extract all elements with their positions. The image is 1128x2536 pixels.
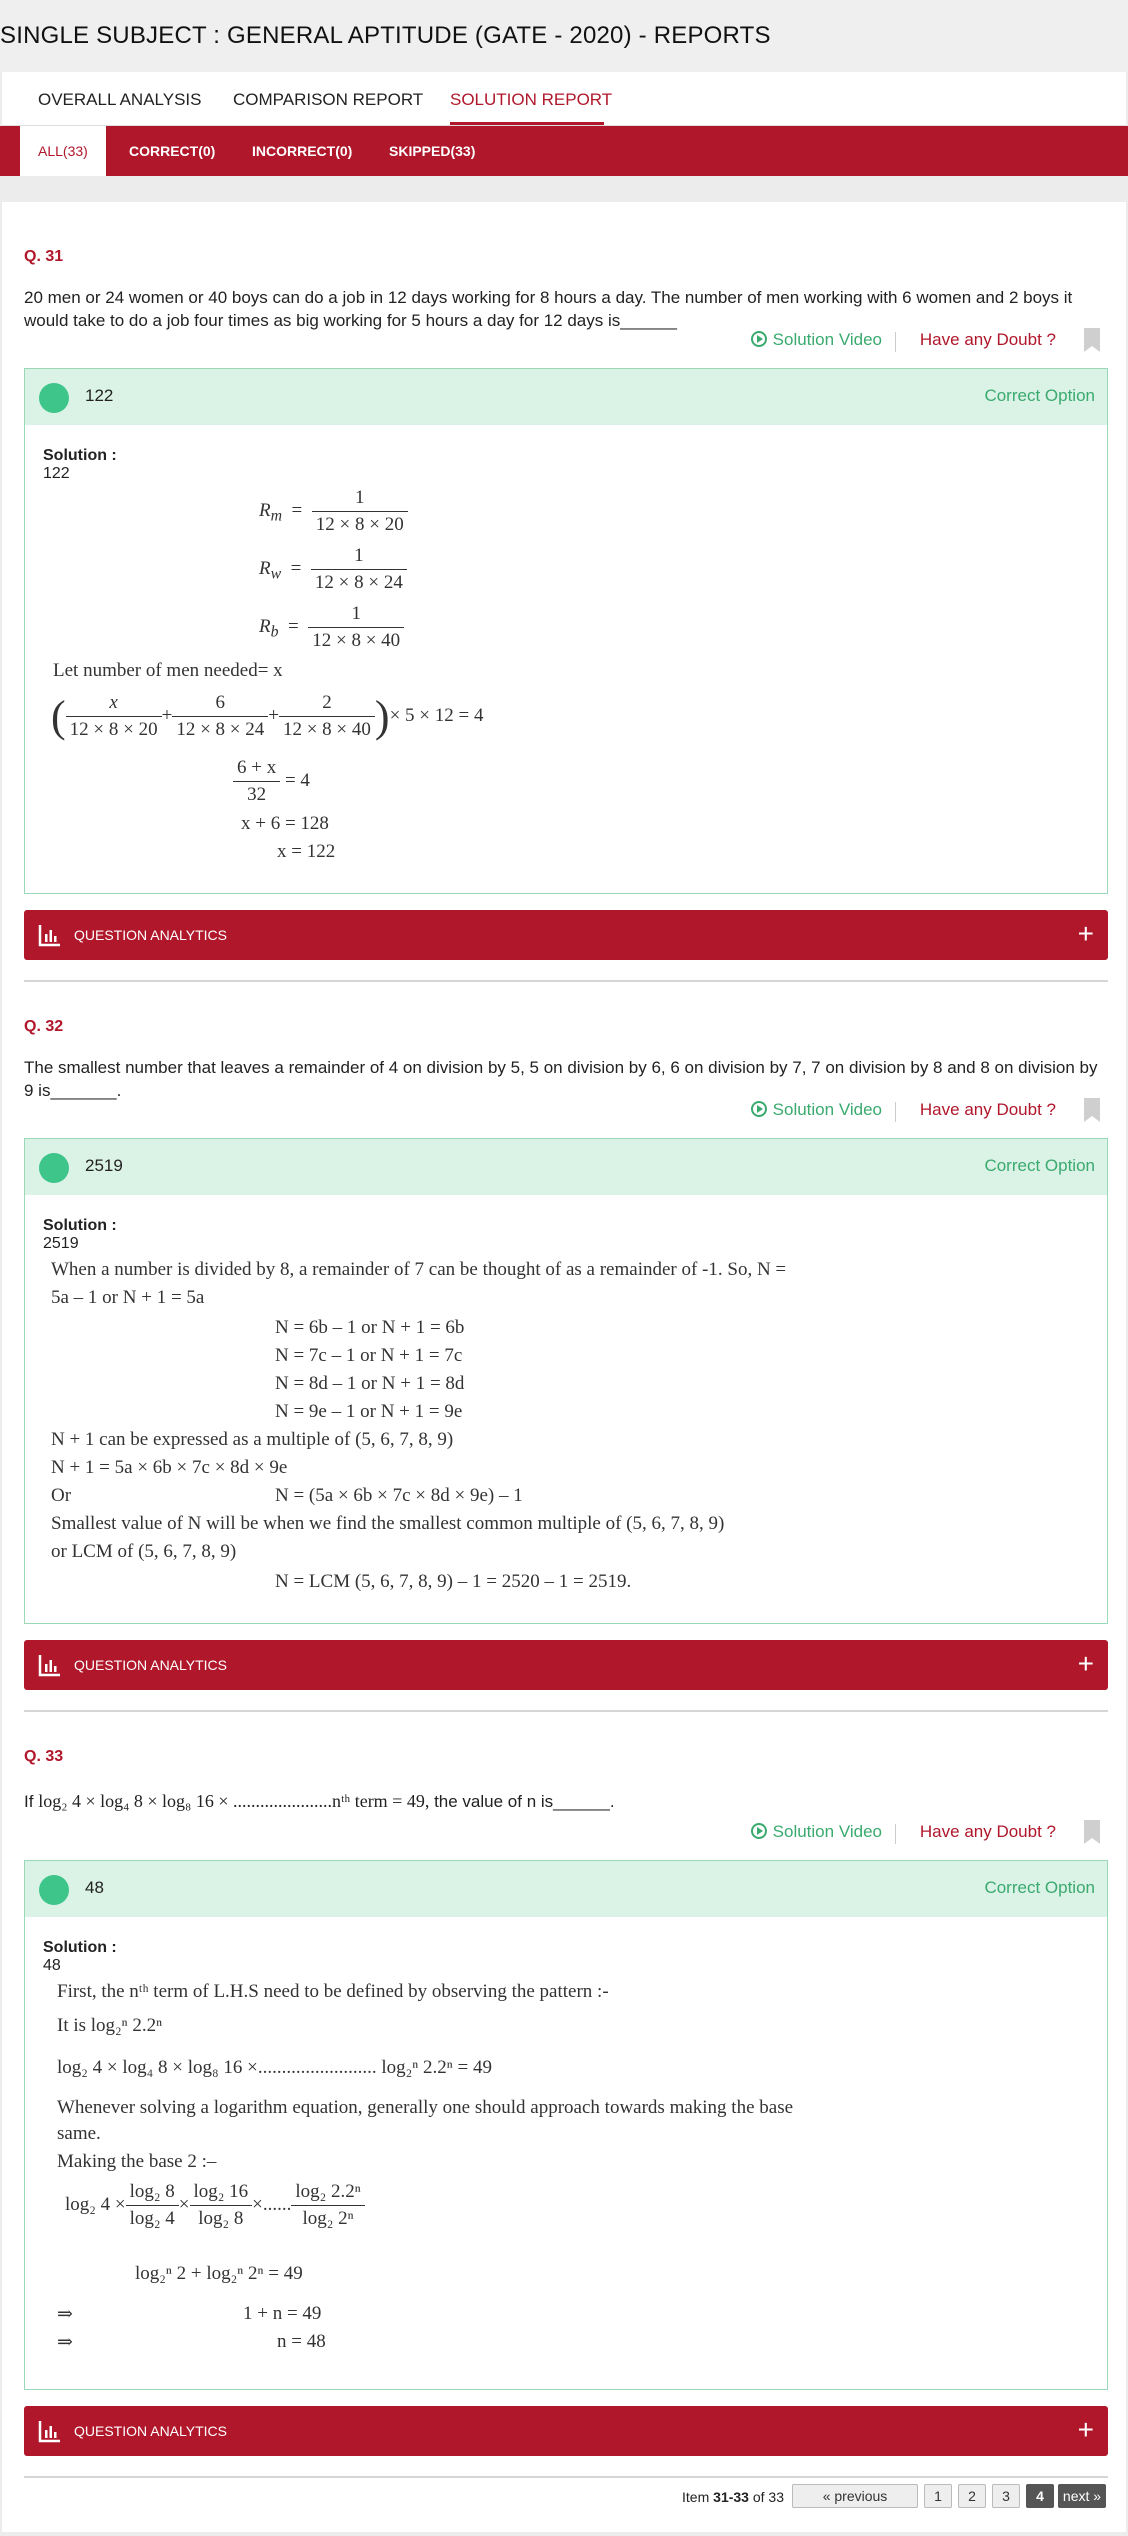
tab-overall-analysis[interactable]: OVERALL ANALYSIS xyxy=(38,90,202,109)
question-divider xyxy=(24,1710,1108,1712)
solution-line: N = 6b – 1 or N + 1 = 6b xyxy=(275,1317,465,1338)
base-change-equation: log₂ 4 × $\frac{\text{log₂ 8}}{\text{log₂ 4}}$ × $\frac{\text{log₂ 16}}{\text{log₂ 8}}$ ×...... $\frac{\text{log₂ 2.2ⁿ}}{\text{log₂ 2ⁿ}}$ xyxy=(65,2181,365,2230)
implies-arrow: ⇒ xyxy=(57,2304,73,2325)
question-actions xyxy=(726,330,1126,356)
implies-arrow: ⇒ xyxy=(57,2332,73,2353)
solution-line: Whenever solving a logarithm equation, generally one should approach towards making the base xyxy=(57,2097,794,2118)
play-icon xyxy=(751,1823,767,1839)
answer-box xyxy=(24,368,1108,894)
solution-line: log₂ 4 × log₄ 8 × log₈ 16 ×......................... log₂ⁿ 2.2ⁿ = 49 xyxy=(57,2057,492,2078)
solution-video-label: Solution Video xyxy=(772,1822,882,1841)
solution-label: Solution : xyxy=(43,447,117,464)
answer-box xyxy=(24,1138,1108,1624)
solution-line: N + 1 can be expressed as a multiple of (5, 6, 7, 8, 9) xyxy=(51,1429,454,1450)
solution-line: N = 8d – 1 or N + 1 = 8d xyxy=(275,1373,465,1394)
question-divider xyxy=(24,980,1108,982)
page-title: SINGLE SUBJECT : GENERAL APTITUDE (GATE - 2020) - REPORTS xyxy=(0,22,771,49)
question-analytics-label: QUESTION ANALYTICS xyxy=(74,2423,227,2439)
solution-video-link[interactable] xyxy=(751,1822,882,1842)
correct-dot-icon xyxy=(39,1153,69,1183)
correct-option-label: Correct Option xyxy=(984,1156,1095,1175)
solution-line: 5a – 1 or N + 1 = 5a xyxy=(51,1287,205,1308)
solution-line: log₂ⁿ 2 + log₂ⁿ 2ⁿ = 49 xyxy=(135,2263,303,2284)
divider xyxy=(895,1102,896,1122)
next-page-button[interactable]: next » xyxy=(1058,2484,1106,2508)
analytics-chart-icon xyxy=(38,923,62,947)
answer-box xyxy=(24,1860,1108,2390)
question-text: If log₂ 4 × log₄ 8 × log₈ 16 × ......................nᵗʰ term = 49, the value of n is______. xyxy=(24,1791,615,1811)
previous-page-button[interactable]: « previous xyxy=(792,2484,918,2508)
solution-video-label: Solution Video xyxy=(772,1100,882,1119)
divider xyxy=(895,332,896,352)
solution-line: n = 48 xyxy=(277,2331,326,2352)
question-analytics-label: QUESTION ANALYTICS xyxy=(74,927,227,943)
question-text: The smallest number that leaves a remainder of 4 on division by 5, 5 on division by 6, 6 on division by 7, 7 on division by 8 and 8 on division by 9 is_______. xyxy=(24,1058,1098,1100)
page-button-2[interactable]: 2 xyxy=(958,2484,986,2508)
solution-value: 48 xyxy=(43,1957,61,1974)
solution-line: Or xyxy=(51,1485,72,1506)
let-statement: Let number of men needed= x xyxy=(53,660,283,681)
tab-comparison-report[interactable]: COMPARISON REPORT xyxy=(233,90,424,109)
rate-boys-equation: $R_b$ = $\frac{1}{12 \times 8 \times 40}$ xyxy=(259,603,404,652)
combined-equation: ( $\frac{x}{12 \times 8 \times 20}$ + $\frac{6}{12 \times 8 \times 24}$ + $\frac{2}{12 \times 8 \times 40}$ )× 5 × 12 = 4 xyxy=(51,692,484,741)
expand-plus-icon: + xyxy=(1077,1648,1094,1679)
filter-incorrect[interactable]: INCORRECT(0) xyxy=(252,143,353,159)
answer-value: 48 xyxy=(85,1878,104,1897)
tab-solution-report[interactable]: SOLUTION REPORT xyxy=(450,90,613,109)
pagination xyxy=(506,2484,1106,2510)
question-number: Q. 33 xyxy=(24,1748,64,1765)
answer-header xyxy=(25,1861,1107,1917)
solution-line: When a number is divided by 8, a remainder of 7 can be thought of as a remainder of -1. So, N = xyxy=(51,1259,787,1280)
report-tabs xyxy=(2,72,1126,126)
solution-line: N = (5a × 6b × 7c × 8d × 9e) – 1 xyxy=(275,1485,523,1506)
solution-line: It is log₂ⁿ 2.2ⁿ xyxy=(57,2015,163,2036)
solution-video-link[interactable] xyxy=(751,1100,882,1120)
answer-header xyxy=(25,1139,1107,1195)
solution-video-link[interactable] xyxy=(751,330,882,350)
analytics-chart-icon xyxy=(38,2419,62,2443)
question-analytics-label: QUESTION ANALYTICS xyxy=(74,1657,227,1673)
solutions-panel xyxy=(2,202,1126,2532)
solution-line: N + 1 = 5a × 6b × 7c × 8d × 9e xyxy=(51,1457,288,1478)
analytics-chart-icon xyxy=(38,1653,62,1677)
top-bar xyxy=(0,0,1128,72)
question-number: Q. 31 xyxy=(24,248,64,265)
equation-result: x = 122 xyxy=(277,841,336,862)
bookmark-icon[interactable] xyxy=(1084,328,1100,352)
question-text: 20 men or 24 women or 40 boys can do a job in 12 days working for 8 hours a day. The number of men working with 6 women and 2 boys it would take to do a job four times as big working for 5 hours a day for 12 days is______ xyxy=(24,288,1073,330)
solution-value: 2519 xyxy=(43,1235,79,1252)
simplified-equation: $\frac{6 + x}{32}$ = 4 xyxy=(233,757,310,806)
filter-bar xyxy=(0,126,1128,176)
expand-plus-icon: + xyxy=(1077,2414,1094,2445)
bookmark-icon[interactable] xyxy=(1084,1098,1100,1122)
filter-all[interactable]: ALL(33) xyxy=(20,126,106,176)
solution-line: N = 7c – 1 or N + 1 = 7c xyxy=(275,1345,463,1366)
question-analytics-bar[interactable] xyxy=(24,1640,1108,1690)
question-analytics-bar[interactable] xyxy=(24,910,1108,960)
play-icon xyxy=(751,1101,767,1117)
correct-dot-icon xyxy=(39,1875,69,1905)
have-doubt-link[interactable]: Have any Doubt ? xyxy=(919,1100,1056,1119)
active-tab-indicator xyxy=(450,122,604,125)
rate-women-equation: $R_w$ = $\frac{1}{12 \times 8 \times 24}$ xyxy=(259,545,407,594)
solution-line: N = 9e – 1 or N + 1 = 9e xyxy=(275,1401,463,1422)
solution-value: 122 xyxy=(43,465,70,482)
solution-label: Solution : xyxy=(43,1939,117,1956)
correct-option-label: Correct Option xyxy=(984,386,1095,405)
pagination-info: Item 31-33 of 33 xyxy=(682,2489,784,2505)
question-actions xyxy=(726,1822,1126,1848)
have-doubt-link[interactable]: Have any Doubt ? xyxy=(919,1822,1056,1841)
page-button-4-current[interactable]: 4 xyxy=(1026,2484,1054,2508)
equation-step: x + 6 = 128 xyxy=(241,813,329,834)
question-number: Q. 32 xyxy=(24,1018,64,1035)
solution-line: Smallest value of N will be when we find the smallest common multiple of (5, 6, 7, 8, 9) xyxy=(51,1513,725,1534)
rate-men-equation: $R_m$ = $\frac{1}{12 \times 8 \times 20}$ xyxy=(259,487,408,536)
page-button-3[interactable]: 3 xyxy=(992,2484,1020,2508)
solution-line: same. xyxy=(57,2123,101,2144)
answer-value: 2519 xyxy=(85,1156,123,1175)
divider xyxy=(895,1824,896,1844)
solution-line: First, the nᵗʰ term of L.H.S need to be defined by observing the pattern :- xyxy=(57,1981,609,2002)
answer-value: 122 xyxy=(85,386,114,405)
solution-line: N = LCM (5, 6, 7, 8, 9) – 1 = 2520 – 1 = 2519. xyxy=(275,1571,632,1592)
question-analytics-bar[interactable] xyxy=(24,2406,1108,2456)
correct-option-label: Correct Option xyxy=(984,1878,1095,1897)
filter-correct[interactable]: CORRECT(0) xyxy=(129,143,216,159)
bookmark-icon[interactable] xyxy=(1084,1820,1100,1844)
solution-video-label: Solution Video xyxy=(772,330,882,349)
correct-dot-icon xyxy=(39,383,69,413)
solution-label: Solution : xyxy=(43,1217,117,1234)
expand-plus-icon: + xyxy=(1077,918,1094,949)
filter-skipped[interactable]: SKIPPED(33) xyxy=(389,143,476,159)
solution-line: or LCM of (5, 6, 7, 8, 9) xyxy=(51,1541,237,1562)
answer-header xyxy=(25,369,1107,425)
play-icon xyxy=(751,331,767,347)
have-doubt-link[interactable]: Have any Doubt ? xyxy=(919,330,1056,349)
solution-line: 1 + n = 49 xyxy=(243,2303,322,2324)
question-actions xyxy=(726,1100,1126,1126)
page-button-1[interactable]: 1 xyxy=(924,2484,952,2508)
question-divider xyxy=(24,2476,1108,2478)
solution-line: Making the base 2 :– xyxy=(57,2151,217,2172)
